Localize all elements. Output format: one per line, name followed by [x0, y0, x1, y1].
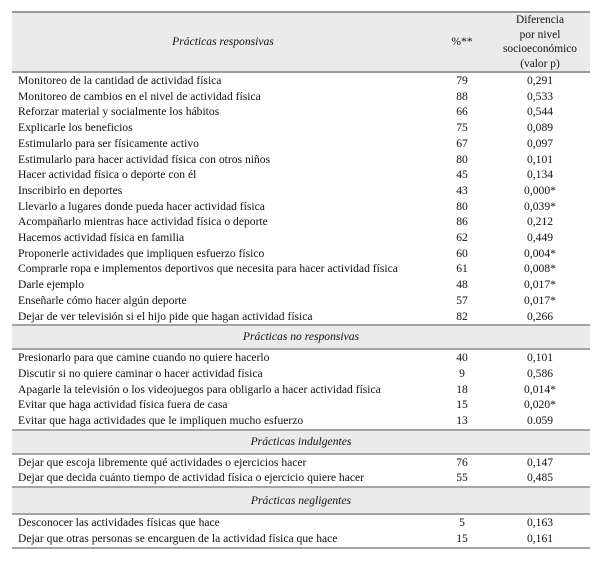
row-percent: 67 [456, 136, 468, 150]
row-p-value: 0,020* [524, 398, 556, 412]
row-p-value: 0,485 [490, 470, 590, 487]
row-p-value: 0,101 [526, 351, 554, 365]
practices-table [12, 11, 590, 549]
row-percent: 5 [459, 516, 465, 530]
row-label: Discutir si no quiere caminar o hacer actividad física [18, 366, 263, 380]
row-percent: 15 [456, 398, 468, 412]
row-p-value: 0,008* [524, 262, 556, 276]
row-label: Proponerle actividades que impliquen esfuerzo físico [18, 246, 265, 260]
row-p-value: 0,000* [524, 183, 556, 197]
table-row [12, 349, 590, 366]
row-percent: 80 [456, 152, 468, 166]
row-p-value: 0,089 [526, 121, 554, 135]
row-label: Acompañarlo mientras hace actividad física o deporte [18, 215, 268, 229]
row-label: Evitar que haga actividad física fuera de casa [18, 398, 228, 412]
row-p-value: 0,101 [526, 152, 554, 166]
table-row [12, 120, 590, 136]
table-header-row [12, 12, 590, 72]
row-p-value: 0,586 [526, 366, 554, 380]
header-diff-line: (valor p) [520, 57, 560, 70]
row-percent: 76 [456, 455, 468, 469]
header-diff-line: Diferencia [515, 14, 565, 26]
row-label: Estimularlo para hacer actividad física con otros niños [18, 152, 271, 166]
row-label: Comprarle ropa e implementos deportivos que necesita para hacer actividad física [18, 262, 398, 276]
row-label: Enseñarle cómo hacer algún deporte [18, 293, 187, 307]
table-row [12, 277, 590, 293]
row-p-value: 0,134 [526, 168, 554, 182]
row-percent: 55 [434, 470, 490, 487]
table-row [12, 89, 590, 105]
header-responsivas: Prácticas responsivas [12, 12, 434, 72]
table-row [12, 183, 590, 199]
row-percent: 82 [434, 309, 490, 326]
row-percent: 45 [456, 168, 468, 182]
row-percent: 48 [456, 278, 468, 292]
row-label: Dejar que escoja libremente qué actividades o ejercicios hacer [18, 455, 307, 469]
header-percent: %** [434, 12, 490, 72]
row-label: Inscribirlo en deportes [18, 183, 123, 197]
table-row [12, 104, 590, 120]
section-no-responsivas [12, 325, 590, 349]
table-row [12, 309, 590, 326]
section-indulgentes [12, 430, 590, 454]
row-p-value: 0,161 [490, 531, 590, 548]
header-diff-line: socioeconómico [502, 43, 578, 55]
row-p-value: 0,039* [524, 199, 556, 213]
table-row [12, 152, 590, 168]
table-row [12, 167, 590, 183]
row-label: Monitoreo de cambios en el nivel de actividad física [18, 89, 261, 103]
row-label: Evitar que haga actividades que le impliquen mucho esfuerzo [12, 413, 434, 430]
table-row [12, 261, 590, 277]
row-p-value: 0,163 [526, 516, 554, 530]
row-label: Monitoreo de la cantidad de actividad física [18, 74, 222, 87]
row-percent: 88 [456, 89, 468, 103]
section-title: Prácticas no responsivas [12, 325, 590, 349]
row-label: Estimularlo para ser físicamente activo [18, 136, 199, 150]
row-label: Dejar de ver televisión si el hijo pide que hagan actividad física [12, 309, 434, 326]
row-p-value: 0,544 [526, 105, 554, 119]
row-percent: 18 [456, 382, 468, 396]
row-label: Dejar que otras personas se encarguen de la actividad física que hace [12, 531, 434, 548]
row-percent: 66 [456, 105, 468, 119]
row-p-value: 0,533 [526, 89, 554, 103]
table-row [12, 72, 590, 89]
row-percent: 43 [456, 183, 468, 197]
row-label: Desconocer las actividades físicas que hace [18, 516, 220, 530]
table-row [12, 382, 590, 398]
row-p-value: 0,017* [524, 278, 556, 292]
row-label: Llevarlo a lugares donde pueda hacer actividad física [18, 199, 265, 213]
row-percent: 13 [434, 413, 490, 430]
row-percent: 79 [456, 74, 468, 87]
section-title: Prácticas negligentes [12, 487, 590, 514]
row-percent: 86 [456, 215, 468, 229]
row-label: Presionarlo para que camine cuando no quiere hacerlo [18, 351, 270, 365]
row-p-value: 0,004* [524, 246, 556, 260]
table-row [12, 470, 590, 487]
row-percent: 60 [456, 246, 468, 260]
section-negligentes [12, 487, 590, 514]
row-p-value: 0,014* [524, 382, 556, 396]
row-percent: 15 [434, 531, 490, 548]
table-row [12, 136, 590, 152]
row-p-value: 0.059 [490, 413, 590, 430]
row-percent: 40 [456, 351, 468, 365]
table-row [12, 199, 590, 215]
table-row [12, 293, 590, 309]
table-row [12, 531, 590, 548]
table-row [12, 397, 590, 413]
row-p-value: 0,212 [526, 215, 554, 229]
section-title: Prácticas indulgentes [12, 430, 590, 454]
table-row [12, 454, 590, 471]
header-diff-line: por nivel [519, 28, 561, 41]
table-row [12, 230, 590, 246]
table-row [12, 366, 590, 382]
row-p-value: 0,449 [526, 231, 554, 245]
row-p-value: 0,266 [490, 309, 590, 326]
row-percent: 75 [456, 121, 468, 135]
row-p-value: 0,291 [526, 74, 554, 87]
row-label: Reforzar material y socialmente los hábitos [18, 105, 220, 119]
header-difference [490, 12, 590, 72]
row-label: Apagarle la televisión o los videojuegos para obligarlo a hacer actividad física [18, 382, 381, 396]
row-percent: 9 [459, 366, 465, 380]
table-row [12, 514, 590, 531]
row-percent: 62 [456, 231, 468, 245]
row-label: Darle ejemplo [18, 278, 84, 292]
row-p-value: 0,147 [526, 455, 554, 469]
row-label: Dejar que decida cuánto tiempo de actividad física o ejercicio quiere hacer [12, 470, 434, 487]
row-label: Hacer actividad física o deporte con él [18, 168, 197, 182]
row-p-value: 0,017* [524, 293, 556, 307]
row-percent: 80 [456, 199, 468, 213]
table-row [12, 246, 590, 262]
row-p-value: 0,097 [526, 136, 554, 150]
table-row [12, 413, 590, 430]
row-label: Explicarle los beneficios [18, 121, 133, 135]
row-percent: 57 [456, 293, 468, 307]
table-row [12, 214, 590, 230]
row-percent: 61 [456, 262, 468, 276]
row-label: Hacemos actividad física en familia [18, 231, 185, 245]
